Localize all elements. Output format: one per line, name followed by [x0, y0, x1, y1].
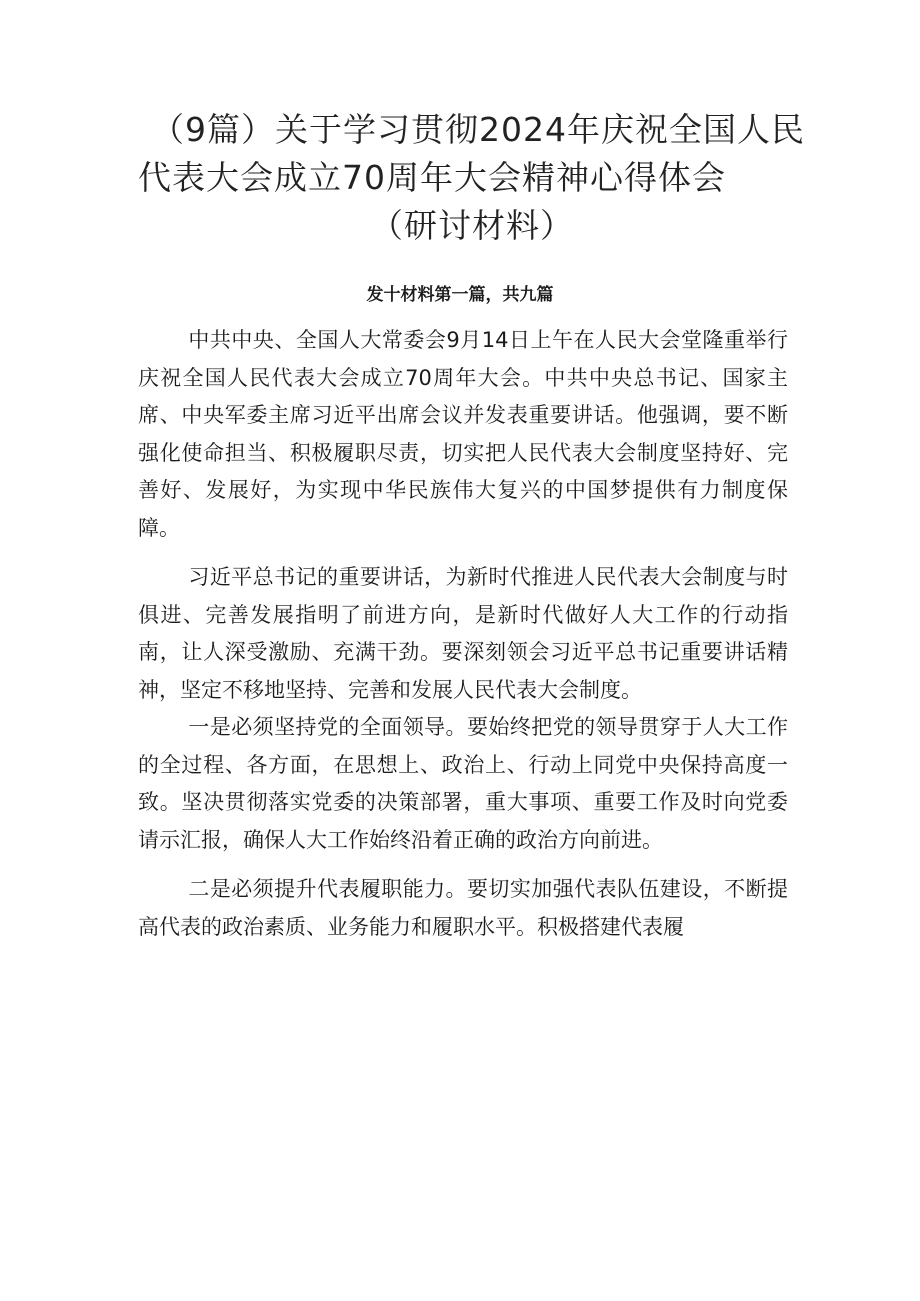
- document-subtitle: 发十材料第一篇，共九篇: [366, 285, 554, 305]
- paragraph-1: 中共中央、全国人大常委会9月14日上午在人民大会堂隆重举行庆祝全国人民代表大会成立70周年大会。中共中央总书记、国家主席、中央军委主席习近平出席会议并发表重要讲话。他强调，要不断强化使命担当、积极履职尽责，切实把人民代表大会制度坚持好、完善好、发展好，为实现中华民族伟大复兴的中国梦提供有力制度保障。: [138, 328, 788, 540]
- title-line-3: （研讨材料）: [370, 206, 574, 245]
- paragraph-2: 习近平总书记的重要讲话，为新时代推进人民代表大会制度与时俱进、完善发展指明了前进方向，是新时代做好人大工作的行动指南，让人深受激励、充满干劲。要深刻领会习近平总书记重要讲话精神，坚定不移地坚持、完善和发展人民代表大会制度。: [138, 565, 788, 702]
- document-title: [138, 106, 805, 250]
- paragraph-4: 二是必须提升代表履职能力。要切实加强代表队伍建设，不断提高代表的政治素质、业务能力和履职水平。积极搭建代表履: [138, 877, 788, 939]
- title-line-1: （9篇）关于学习贯彻2024年庆祝全国人民: [151, 110, 805, 149]
- document-body: [138, 322, 788, 946]
- title-line-2: 代表大会成立70周年大会精神心得体会: [138, 158, 726, 197]
- paragraph-3: 一是必须坚持党的全面领导。要始终把党的领导贯穿于人大工作的全过程、各方面，在思想上、政治上、行动上同党中央保持高度一致。坚决贯彻落实党委的决策部署，重大事项、重要工作及时向党委请示汇报，确保人大工作始终沿着正确的政治方向前进。: [138, 715, 788, 852]
